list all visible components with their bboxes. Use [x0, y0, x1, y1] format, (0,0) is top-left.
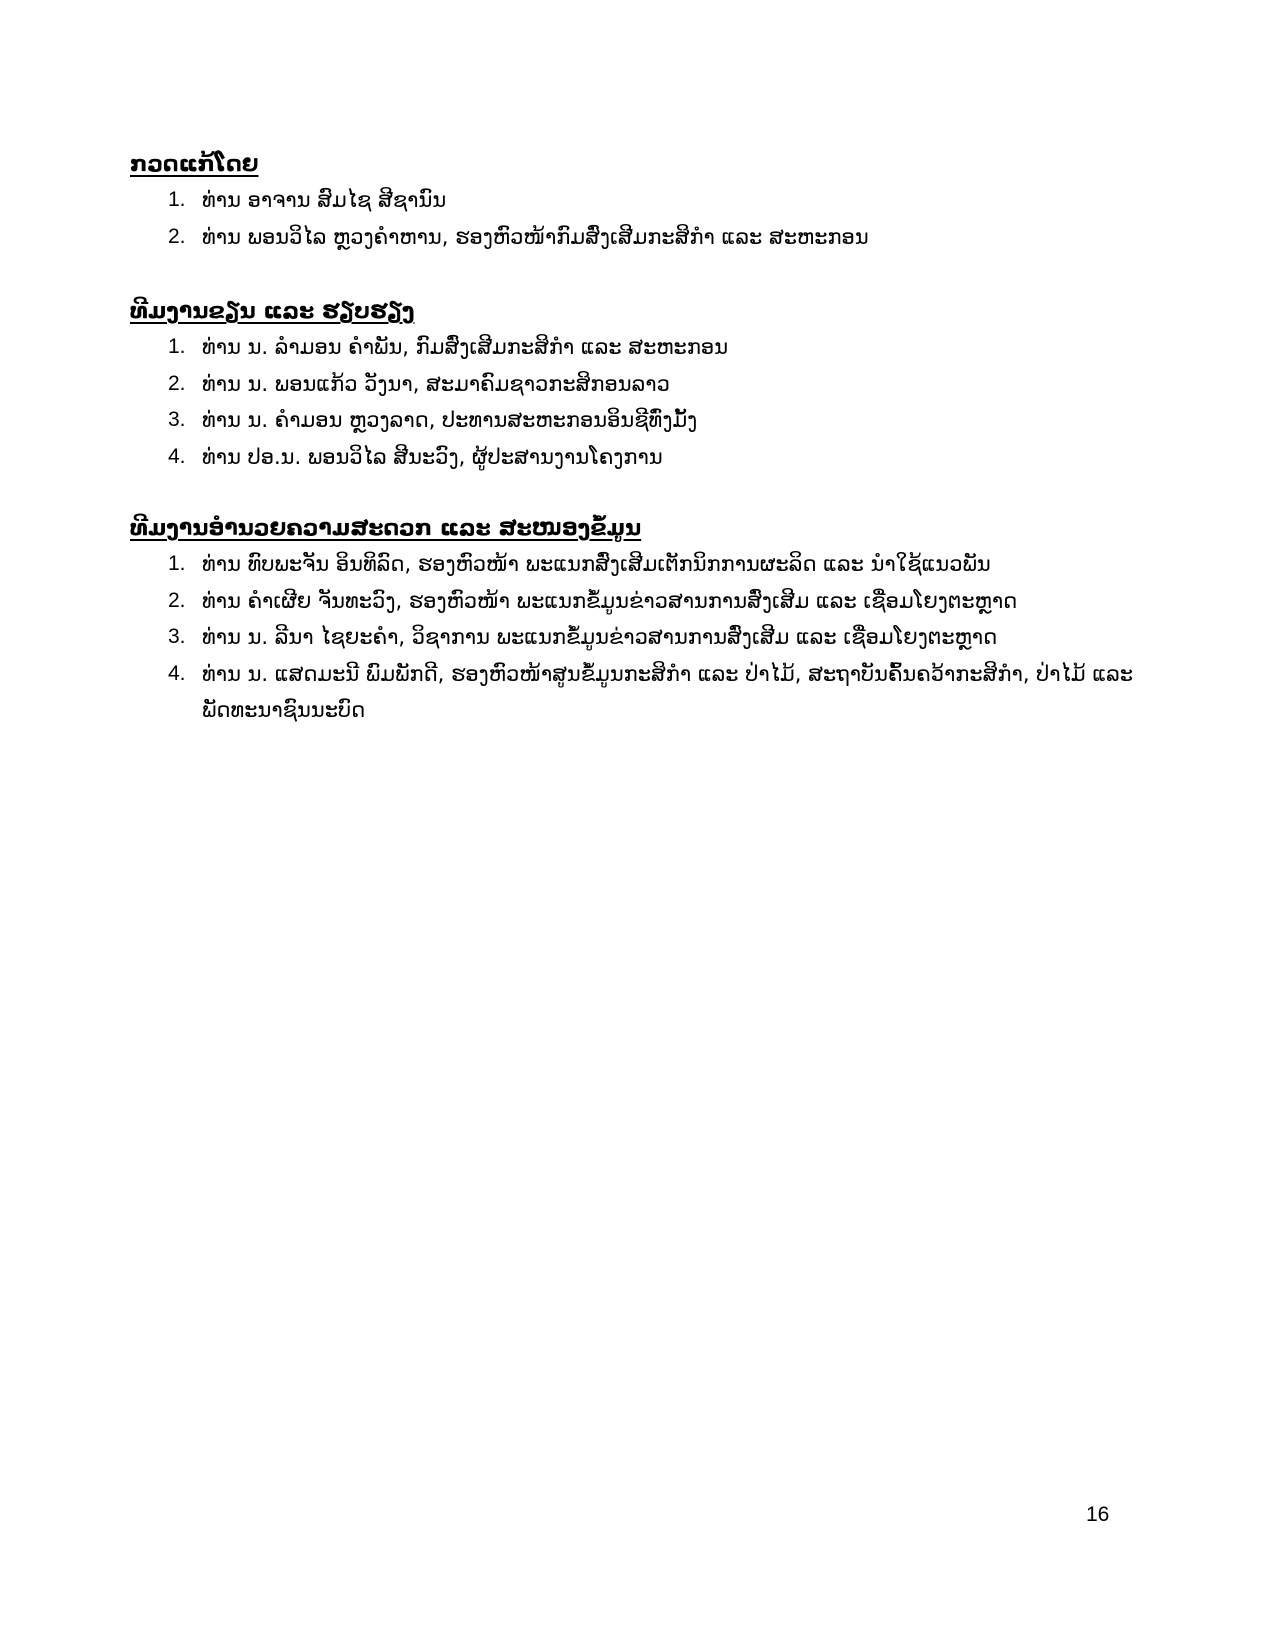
list-item	[130, 219, 1150, 256]
item-number: 1.	[168, 188, 186, 211]
list-item	[130, 182, 1150, 219]
item-number: 2.	[168, 588, 186, 612]
item-number: 1.	[168, 335, 186, 358]
item-text: ທ່ານ ອາຈານ ສົມໄຊ ສີຊານົນ	[202, 188, 447, 212]
item-text: ທ່ານ ນ. ລຳມອນ ຄຳພັນ, ກົມສົ່ງເສີມກະສິກຳ ແລະ ສະຫະກອນ	[202, 335, 729, 359]
item-text: ທ່ານ ພອນວິໄລ ຫຼວງຄຳຫານ, ຮອງຫົວໜ້າກົມສົ່ງເສີມກະສິກຳ ແລະ ສະຫະກອນ	[202, 224, 869, 249]
item-text: ທ່ານ ຄຳເຜີຍ ຈັນທະວົງ, ຮອງຫົວໜ້າ ພະແນກຂໍ້ມູນຂ່າວສານການສົ່ງເສີມ ແລະ ເຊື່ອມໂຍງຕະຫຼາດ	[202, 588, 1018, 613]
list-item	[130, 656, 1150, 729]
item-number: 3.	[168, 625, 186, 648]
list-item	[130, 439, 1150, 476]
page-number: 16	[1086, 1503, 1110, 1526]
item-number: 2.	[168, 224, 186, 248]
section-support-team	[130, 514, 1150, 729]
list-item	[130, 329, 1150, 366]
section-writing-team	[130, 297, 1150, 475]
item-number: 2.	[168, 371, 186, 395]
item-number: 4.	[168, 444, 186, 468]
item-text: ທ່ານ ປອ.ນ. ພອນວິໄລ ສີນະວົງ, ຜູ້ປະສານງານໂຄງການ	[202, 444, 663, 469]
item-text: ທ່ານ ນ. ແສດມະນີ ພົມພັກດີ, ຮອງຫົວໜ້າສູນຂໍ້ມູນກະສິກຳ ແລະ ປ່າໄມ້, ສະຖາບັນຄົ້ນຄວ້າກະສິກຳ, ປ່າໄມ້ ແລະ ພັດທະນາຊົນນະບົດ	[202, 661, 1134, 722]
item-text: ທ່ານ ທົບພະຈັນ ອິນທິລົດ, ຮອງຫົວໜ້າ ພະແນກສົ່ງເສີມເຕັກນິກການຜະລິດ ແລະ ນຳໃຊ້ແນວພັນ	[202, 552, 991, 576]
item-number: 3.	[168, 408, 186, 431]
item-text: ທ່ານ ນ. ລີນາ ໄຊຍະຄຳ, ວິຊາການ ພະແນກຂໍ້ມູນຂ່າວສານການສົ່ງເສີມ ແລະ ເຊື່ອມໂຍງຕະຫຼາດ	[202, 625, 998, 649]
item-text: ທ່ານ ນ. ຄຳມອນ ຫຼວງລາດ, ປະທານສະຫະກອນອິນຊີທົ່ງມັ້ງ	[202, 408, 698, 432]
item-number: 4.	[168, 661, 186, 685]
section-reviewers	[130, 150, 1150, 255]
reviewer-list	[130, 182, 1150, 255]
item-text: ທ່ານ ນ. ພອນແກ້ວ ວັງນາ, ສະມາຄົມຊາວກະສິກອນລາວ	[202, 371, 670, 396]
support-team-list	[130, 546, 1150, 729]
section-heading: ກວດແກ້ໂດຍ	[130, 152, 259, 177]
list-item	[130, 583, 1150, 620]
writing-team-list	[130, 329, 1150, 475]
list-item	[130, 619, 1150, 656]
list-item	[130, 402, 1150, 439]
section-heading: ທີມງານຂຽນ ແລະ ຮຽບຮຽງ	[130, 299, 415, 324]
list-item	[130, 366, 1150, 403]
section-heading: ທີມງານອຳນວຍຄວາມສະດວກ ແລະ ສະໜອງຂໍ້ມູນ	[130, 516, 642, 541]
item-number: 1.	[168, 552, 186, 575]
list-item	[130, 546, 1150, 583]
